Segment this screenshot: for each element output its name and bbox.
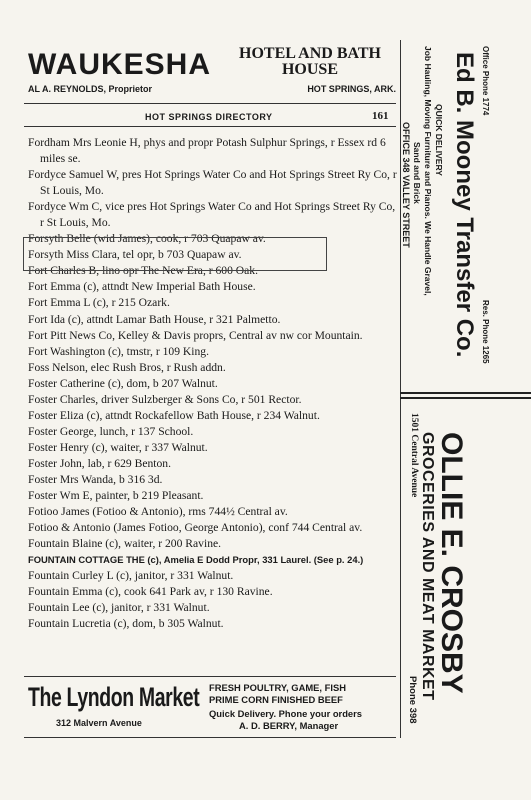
- footer-divider-top: [24, 676, 396, 677]
- mooney-office: OFFICE 348 VALLEY STREET: [401, 122, 411, 248]
- hotel-location: HOT SPRINGS, ARK.: [307, 84, 396, 94]
- mooney-res-phone: Res. Phone 1265: [481, 300, 490, 364]
- market-name: The Lyndon Market: [28, 682, 200, 712]
- directory-entry: Foss Nelson, elec Rush Bros, r Rush addn.: [28, 360, 226, 374]
- directory-entry: Foster Henry (c), waiter, r 337 Walnut.: [28, 440, 208, 454]
- directory-entry: Foster Eliza (c), attndt Rockafellow Bath House, r 234 Walnut.: [28, 408, 320, 422]
- directory-entry-highlighted: Forsyth Belle (wid James), cook, r 703 Quapaw av.: [28, 232, 266, 246]
- mooney-services: Job Hauling, Moving Furniture and Pianos. We Handle Gravel,: [423, 46, 433, 296]
- mooney-name: Ed B. Mooney Transfer Co.: [451, 52, 478, 358]
- directory-entry-highlighted: Forsyth Miss Clara, tel opr, b 703 Quapaw av.: [28, 248, 242, 262]
- crosby-address: 1501 Central Avenue: [409, 413, 419, 498]
- hotel-type: HOTEL AND BATH HOUSE: [239, 45, 381, 78]
- header-advertisement: [24, 40, 396, 104]
- header-divider: [24, 103, 396, 104]
- footer-advertisement: [24, 678, 396, 738]
- directory-entry: Fotioo James (Fotioo & Antonio), rms 744½ Central av.: [28, 505, 288, 519]
- directory-entry-bold: FOUNTAIN COTTAGE THE (c), Amelia E Dodd Propr, 331 Laurel. (See p. 24.): [28, 554, 364, 566]
- directory-entry: Fort Emma (c), attndt New Imperial Bath House.: [28, 280, 256, 294]
- directory-entries: [28, 135, 398, 632]
- directory-entry: Fort Emma L (c), r 215 Ozark.: [28, 296, 170, 310]
- hotel-proprietor: AL A. REYNOLDS, Proprietor: [28, 84, 153, 94]
- market-line-3: Quick Delivery. Phone your orders: [209, 708, 363, 719]
- directory-entry: Foster Catherine (c), dom, b 207 Walnut.: [28, 376, 218, 390]
- page-title: HOT SPRINGS DIRECTORY: [145, 112, 273, 122]
- highlight-box: [23, 237, 327, 271]
- directory-entry: Fordyce Samuel W, pres Hot Springs Water Co and Hot Springs Street Ry Co, r St Louis, Mo.: [28, 168, 397, 198]
- directory-entry: Fort Charles B, lino opr The New Era, r 600 Oak.: [28, 264, 259, 278]
- crosby-name: OLLIE E. CROSBY: [435, 432, 468, 694]
- market-line-2: PRIME CORN FINISHED BEEF: [209, 694, 343, 705]
- mooney-sand: Sand and Brick: [412, 142, 422, 204]
- directory-entry: Fountain Curley L (c), janitor, r 331 Walnut.: [28, 569, 234, 583]
- side-ad-separator: [400, 397, 531, 399]
- market-address: 312 Malvern Avenue: [56, 718, 142, 728]
- mooney-office-phone: Office Phone 1774: [481, 46, 490, 116]
- side-ad-separator: [400, 392, 531, 394]
- directory-entry: Fordyce Wm C, vice pres Hot Springs Water Co and Hot Springs Street Ry Co, r St Louis, Mo.: [28, 200, 396, 230]
- directory-entry: Fort Ida (c), attndt Lamar Bath House, r 321 Palmetto.: [28, 312, 281, 326]
- directory-entry: Fordham Mrs Leonie H, phys and propr Potash Sulphur Springs, r Essex rd 6 miles se.: [28, 136, 386, 166]
- hotel-name: WAUKESHA: [28, 48, 212, 81]
- directory-entry: Foster John, lab, r 629 Benton.: [28, 456, 171, 470]
- directory-entry: Fountain Lee (c), janitor, r 331 Walnut.: [28, 601, 210, 615]
- title-divider: [24, 126, 396, 127]
- directory-entry: Foster George, lunch, r 137 School.: [28, 424, 194, 438]
- directory-entry: Fountain Blaine (c), waiter, r 200 Ravine.: [28, 537, 222, 551]
- crosby-phone: Phone 398: [407, 676, 418, 724]
- directory-entry: Fotioo & Antonio (James Fotioo, George Antonio), conf 744 Central av.: [28, 521, 363, 535]
- directory-entry: Fountain Lucretia (c), dom, b 305 Walnut.: [28, 617, 224, 631]
- market-manager: A. D. BERRY, Manager: [239, 720, 339, 731]
- directory-entry: Fort Washington (c), tmstr, r 109 King.: [28, 344, 209, 358]
- footer-divider-bottom: [24, 737, 396, 738]
- directory-entry: Fort Pitt News Co, Kelley & Davis proprs, Central av nw cor Mountain.: [28, 328, 363, 342]
- crosby-business: GROCERIES AND MEAT MARKET: [419, 432, 436, 701]
- directory-entry: Foster Mrs Wanda, b 316 3d.: [28, 472, 163, 486]
- mooney-delivery: QUICK DELIVERY: [434, 104, 444, 176]
- page-number: 161: [372, 110, 389, 122]
- directory-entry: Foster Wm E, painter, b 219 Pleasant.: [28, 489, 204, 503]
- directory-entry: Foster Charles, driver Sulzberger & Sons Co, r 501 Rector.: [28, 392, 302, 406]
- directory-entry: Fountain Emma (c), cook 641 Park av, r 130 Ravine.: [28, 585, 273, 599]
- market-line-1: FRESH POULTRY, GAME, FISH: [209, 682, 346, 693]
